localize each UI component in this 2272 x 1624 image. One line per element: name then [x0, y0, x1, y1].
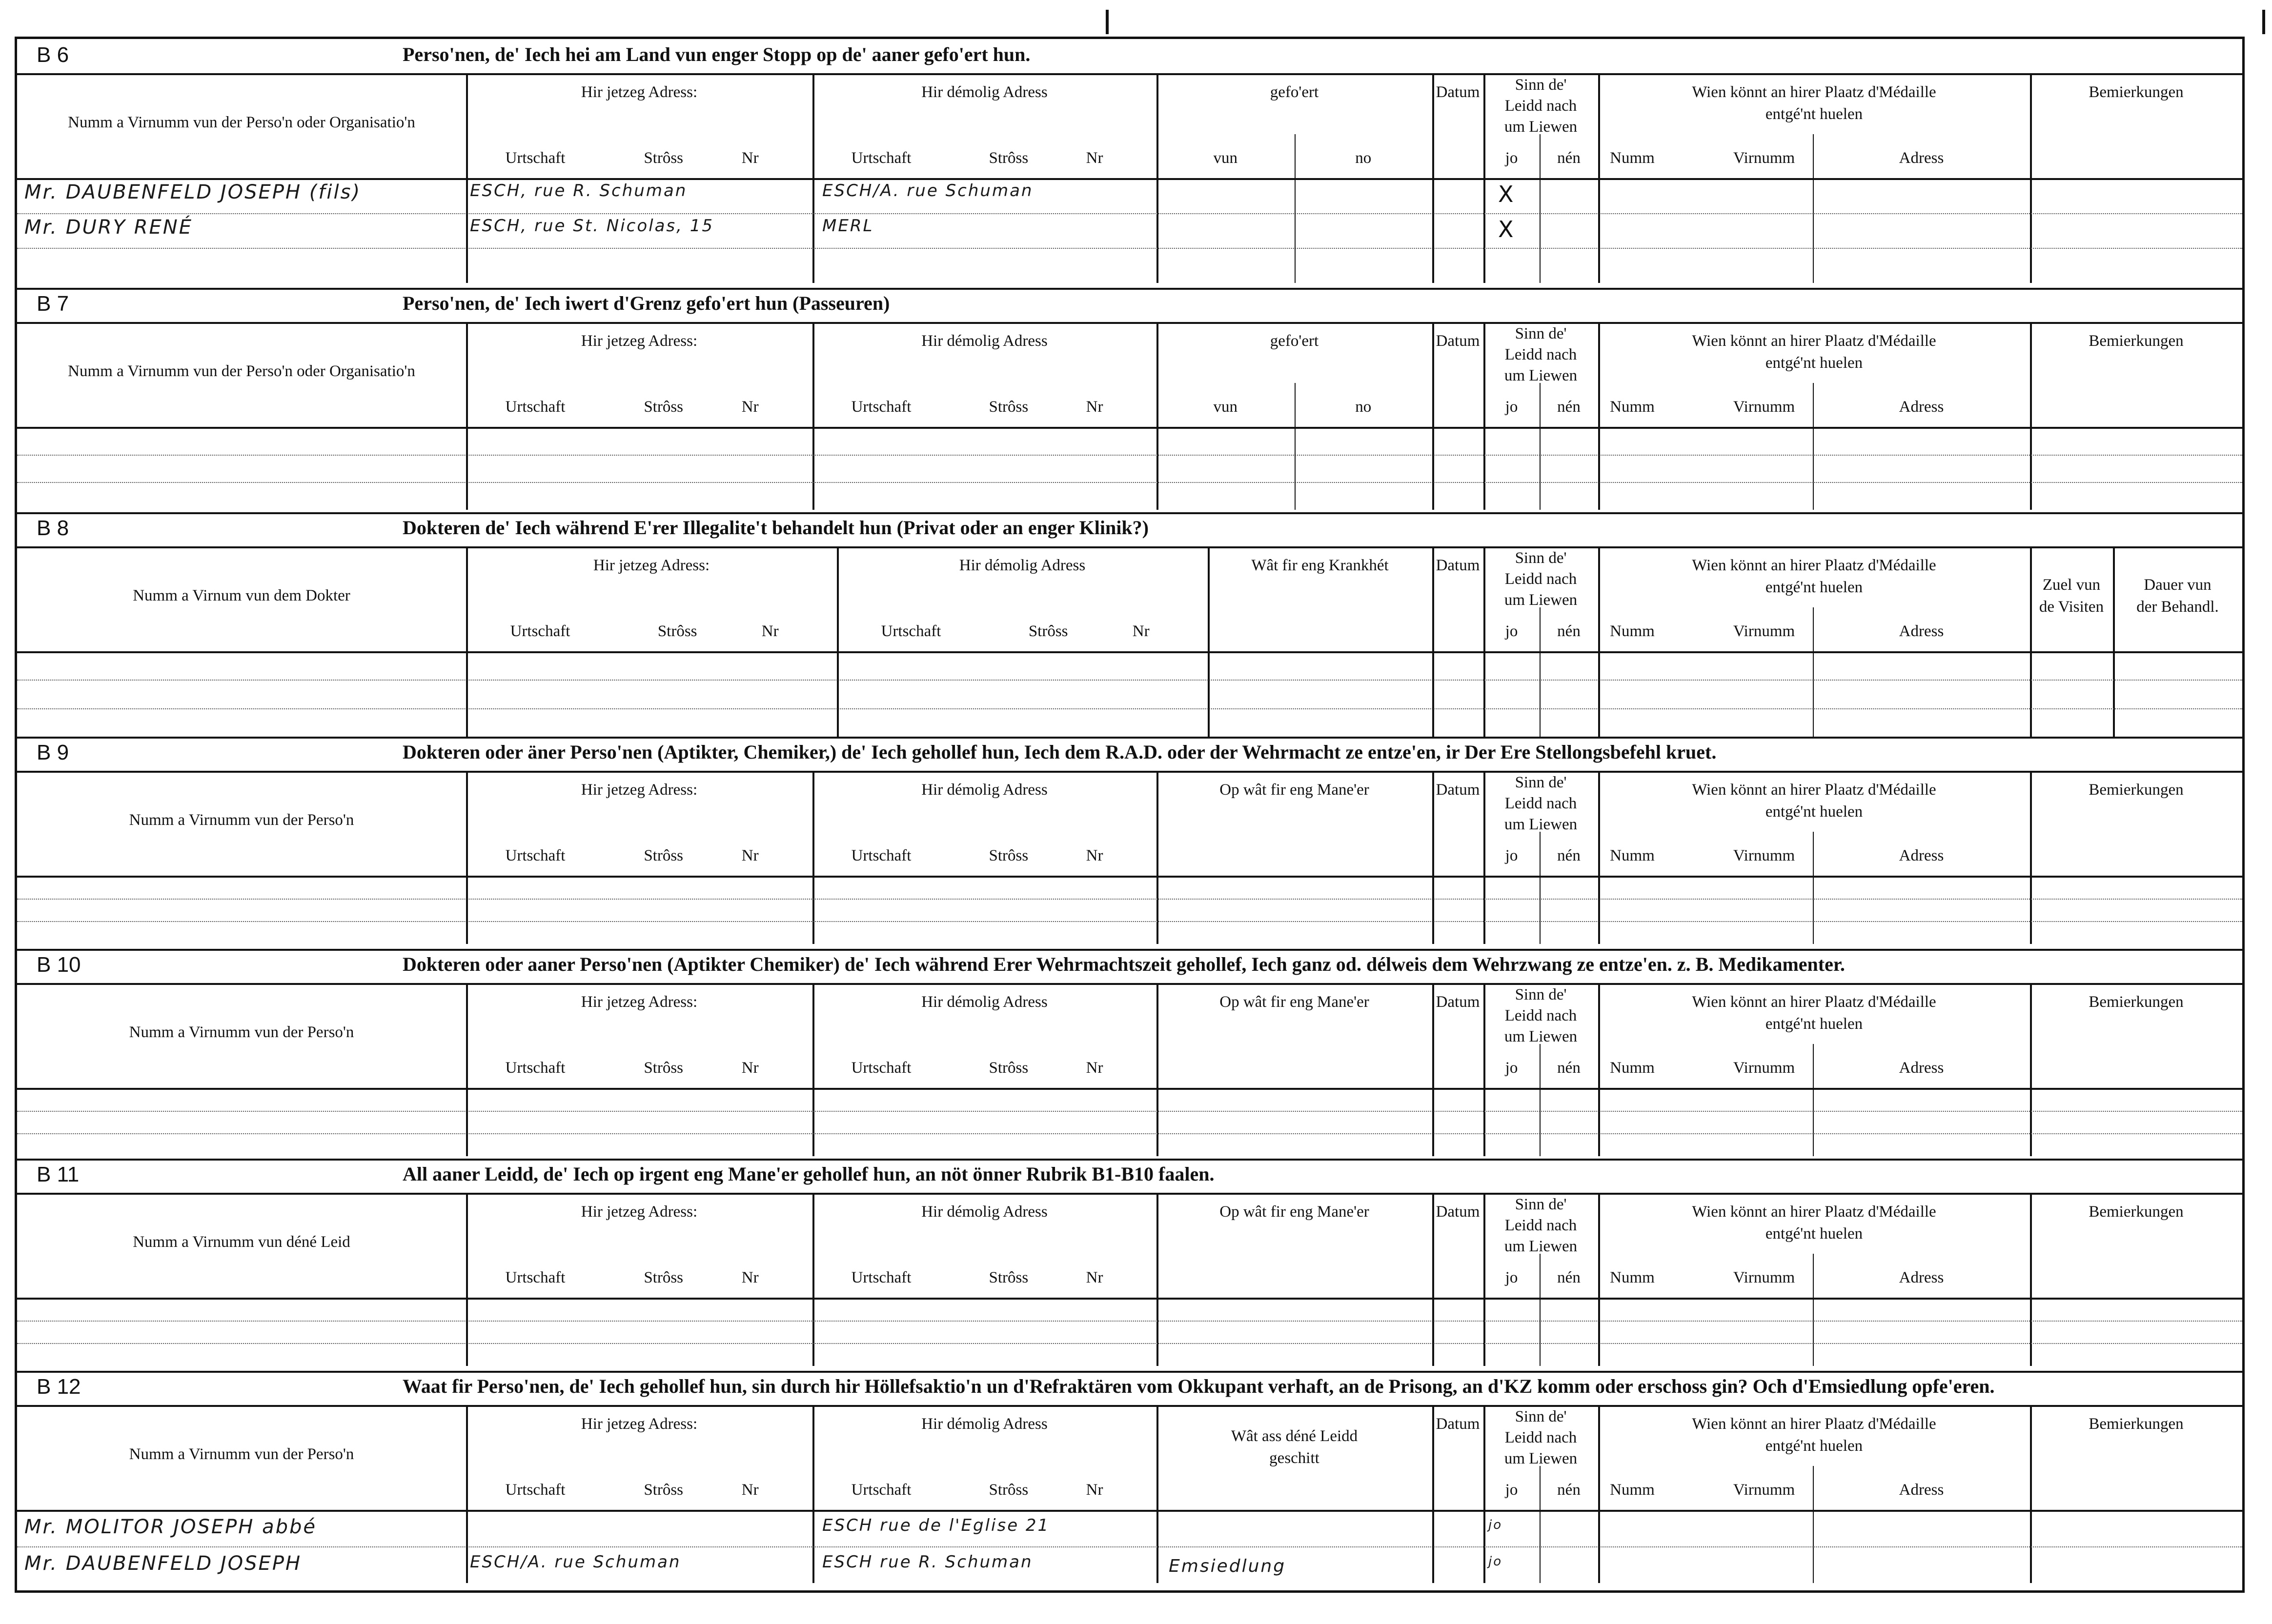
- column-header-former-address: Hir démolig Adress: [921, 993, 1048, 1011]
- column-header-name: Numm a Virnumm vun der Perso'n oder Organisatio'n: [68, 362, 415, 380]
- column-header-medal: Wien könnt an hirer Plaatz d'Médaille: [1692, 83, 1936, 101]
- column-header-from: vun: [1213, 149, 1237, 167]
- column-header-town: Urtschaft: [510, 622, 570, 640]
- column-header-meaning: um Liewen: [1504, 591, 1578, 609]
- column-header-town: Urtschaft: [505, 1059, 566, 1077]
- column-header-former-address: Hir démolig Adress: [921, 1203, 1048, 1221]
- column-header-current-address: Hir jetzeg Adress:: [581, 1203, 698, 1221]
- column-header-to: no: [1355, 149, 1372, 167]
- column-header-town: Urtschaft: [505, 1481, 566, 1499]
- column-header-meaning: Leidd nach: [1504, 795, 1577, 812]
- column-header-medal: Wien könnt an hirer Plaatz d'Médaille: [1692, 557, 1936, 574]
- section-code: B 8: [37, 516, 69, 540]
- header-bottom-rule: [17, 1298, 2242, 1300]
- column-header-remarks: Bemierkungen: [2089, 993, 2184, 1011]
- column-header-address: Adress: [1899, 1481, 1944, 1499]
- column-header-address: Adress: [1899, 622, 1944, 640]
- column-divider: [1156, 73, 1158, 283]
- column-header-remarks: Bemierkungen: [2089, 1203, 2184, 1221]
- column-header-town: Urtschaft: [505, 398, 566, 416]
- section-title: All aaner Leidd, de' Iech op irgent eng Mane'er gehollef hun, an nöt önner Rubrik B1-B10 faalen.: [403, 1163, 1215, 1185]
- column-header-number: Nr: [1086, 1268, 1103, 1286]
- header-bottom-rule: [17, 1510, 2242, 1512]
- column-header-former-address: Hir démolig Adress: [959, 557, 1086, 574]
- column-header-street: Strôss: [989, 1481, 1029, 1499]
- section-code: B 7: [37, 292, 69, 316]
- column-header-yes: jo: [1505, 846, 1518, 864]
- column-header-yes: jo: [1505, 149, 1518, 167]
- column-header-address: Adress: [1899, 398, 1944, 416]
- column-header-name: Numm a Virnumm vun déné Leid: [133, 1233, 350, 1251]
- column-header-manner: Op wât fir eng Mane'er: [1219, 781, 1369, 799]
- column-header-number: Nr: [741, 1059, 759, 1077]
- column-header-no: nén: [1557, 1481, 1581, 1499]
- entry-current-address: ESCH/A. rue Schuman: [470, 1552, 681, 1572]
- column-header-meaning: Leidd nach: [1504, 570, 1577, 588]
- column-header-date: Datum: [1436, 993, 1480, 1011]
- column-header-yes: jo: [1505, 1268, 1518, 1286]
- column-header-meaning: Sinn de': [1515, 325, 1567, 342]
- column-header-medal: entgé'nt huelen: [1765, 105, 1863, 123]
- column-header-to: no: [1355, 398, 1372, 416]
- column-header-meaning: Leidd nach: [1504, 1217, 1577, 1234]
- section-code: B 10: [37, 953, 81, 977]
- column-header-meaning: Leidd nach: [1504, 1007, 1577, 1024]
- column-header-number: Nr: [1132, 622, 1150, 640]
- column-header-town: Urtschaft: [881, 622, 941, 640]
- column-header-date: Datum: [1436, 1415, 1480, 1433]
- column-header-remarks: Bemierkungen: [2089, 781, 2184, 799]
- column-header-number: Nr: [1086, 1059, 1103, 1077]
- header-bottom-rule: [17, 1088, 2242, 1090]
- column-header-medal: Wien könnt an hirer Plaatz d'Médaille: [1692, 781, 1936, 799]
- row-guide: [17, 1321, 2242, 1322]
- column-header-town: Urtschaft: [851, 1268, 912, 1286]
- column-header-last-name: Virnumm: [1733, 149, 1795, 167]
- column-header-meaning: Sinn de': [1515, 549, 1567, 567]
- column-divider: [2030, 73, 2032, 283]
- entry-yes-mark: X: [1498, 181, 1514, 207]
- column-header-visits: Zuel vun: [2042, 576, 2101, 594]
- column-header-meaning: Sinn de': [1515, 76, 1567, 94]
- column-header-street: Strôss: [989, 1268, 1029, 1286]
- column-header-number: Nr: [741, 846, 759, 864]
- column-header-duration: Dauer vun: [2144, 576, 2211, 594]
- column-header-town: Urtschaft: [851, 398, 912, 416]
- section-title-rule: [17, 1193, 2242, 1195]
- column-header-meaning: Leidd nach: [1504, 346, 1577, 363]
- entry-former-address: ESCH rue R. Schuman: [822, 1552, 1033, 1572]
- column-header-yes: jo: [1505, 1059, 1518, 1077]
- column-header-medal: Wien könnt an hirer Plaatz d'Médaille: [1692, 1203, 1936, 1221]
- column-header-number: Nr: [1086, 1481, 1103, 1499]
- column-header-street: Strôss: [1028, 622, 1068, 640]
- column-header-former-address: Hir démolig Adress: [921, 83, 1048, 101]
- column-header-street: Strôss: [989, 149, 1029, 167]
- registration-form: [15, 37, 2245, 1593]
- column-header-town: Urtschaft: [505, 846, 566, 864]
- column-header-remarks: Bemierkungen: [2089, 83, 2184, 101]
- section-code: B 9: [37, 741, 69, 764]
- column-header-town: Urtschaft: [851, 1481, 912, 1499]
- column-header-no: nén: [1557, 846, 1581, 864]
- column-header-from: vun: [1213, 398, 1237, 416]
- column-divider: [1432, 73, 1434, 283]
- header-bottom-rule: [17, 427, 2242, 429]
- column-header-what-happened-2: geschitt: [1269, 1449, 1319, 1467]
- header-bottom-rule: [17, 651, 2242, 653]
- column-header-first-name: Numm: [1610, 149, 1655, 167]
- column-divider: [812, 73, 814, 283]
- column-header-town: Urtschaft: [851, 846, 912, 864]
- section-title: Perso'nen, de' Iech hei am Land vun enger Stopp op de' aaner gefo'ert hun.: [403, 43, 1031, 65]
- row-guide: [17, 248, 2242, 249]
- column-header-what-happened: Wât ass déné Leidd: [1231, 1427, 1358, 1445]
- column-header-meaning: um Liewen: [1504, 816, 1578, 833]
- section-top-rule: [17, 1159, 2242, 1161]
- column-header-number: Nr: [741, 1268, 759, 1286]
- page-edge-mark: [2262, 10, 2265, 34]
- column-header-current-address: Hir jetzeg Adress:: [581, 83, 698, 101]
- column-header-medal: entgé'nt huelen: [1765, 1015, 1863, 1033]
- section-title: Waat fir Perso'nen, de' Iech gehollef hun, sin durch hir Höllefsaktio'n un d'Refraktären vom Okkupant verhaft, an de Prisong, an d'KZ komm oder erschoss gin? Och d'Emsiedlung opfe'eren.: [403, 1375, 1995, 1397]
- column-header-date: Datum: [1436, 332, 1480, 350]
- header-bottom-rule: [17, 876, 2242, 878]
- column-header-manner: Op wât fir eng Mane'er: [1219, 993, 1369, 1011]
- section-top-rule: [17, 512, 2242, 514]
- row-guide: [17, 680, 2242, 681]
- column-header-address: Adress: [1899, 846, 1944, 864]
- column-header-meaning: Leidd nach: [1504, 97, 1577, 115]
- column-header-first-name: Numm: [1610, 846, 1655, 864]
- column-header-address: Adress: [1899, 149, 1944, 167]
- column-header-yes: jo: [1505, 622, 1518, 640]
- column-header-name: Numm a Virnumm vun der Perso'n: [129, 1023, 354, 1041]
- entry-yes-mark: jo: [1488, 1554, 1503, 1569]
- column-header-street: Strôss: [644, 846, 684, 864]
- row-guide: [17, 1546, 2242, 1547]
- column-header-first-name: Numm: [1610, 1481, 1655, 1499]
- column-header-meaning: Sinn de': [1515, 986, 1567, 1003]
- column-header-street: Strôss: [644, 1268, 684, 1286]
- column-header-visits: de Visiten: [2039, 598, 2104, 616]
- column-header-current-address: Hir jetzeg Adress:: [581, 993, 698, 1011]
- column-header-yes: jo: [1505, 1481, 1518, 1499]
- section-top-rule: [17, 1371, 2242, 1373]
- column-header-street: Strôss: [657, 622, 697, 640]
- column-header-town: Urtschaft: [505, 1268, 566, 1286]
- column-header-address: Adress: [1899, 1059, 1944, 1077]
- column-header-town: Urtschaft: [505, 149, 566, 167]
- row-guide: [17, 455, 2242, 456]
- entry-name: Mr. DAUBENFELD JOSEPH: [24, 1552, 302, 1575]
- column-header-address: Adress: [1899, 1268, 1944, 1286]
- column-header-number: Nr: [761, 622, 779, 640]
- entry-name: Mr. DURY RENÉ: [24, 216, 193, 239]
- section-code: B 12: [37, 1375, 81, 1399]
- column-header-last-name: Virnumm: [1733, 1481, 1795, 1499]
- column-divider: [466, 73, 468, 283]
- column-header-meaning: um Liewen: [1504, 1238, 1578, 1255]
- column-header-last-name: Virnumm: [1733, 1268, 1795, 1286]
- column-header-medal: entgé'nt huelen: [1765, 803, 1863, 821]
- section-title: Dokteren oder äner Perso'nen (Aptikter, Chemiker,) de' Iech gehollef hun, Iech dem R.A.D. oder der Wehrmacht ze entze'en, ir Der Ere Stellongsbefehl kruet.: [403, 741, 1717, 763]
- column-header-medal: Wien könnt an hirer Plaatz d'Médaille: [1692, 1415, 1936, 1433]
- column-header-remarks: Bemierkungen: [2089, 332, 2184, 350]
- column-header-date: Datum: [1436, 83, 1480, 101]
- section-title: Dokteren oder aaner Perso'nen (Aptikter Chemiker) de' Iech während Erer Wehrmachtszeit gehollef, Iech ganz od. délweis dem Wehrzwang ze entze'en. z. B. Medikamenter.: [403, 953, 1845, 975]
- section-title-rule: [17, 983, 2242, 985]
- column-header-former-address: Hir démolig Adress: [921, 781, 1048, 799]
- header-bottom-rule: [17, 178, 2242, 180]
- column-header-street: Strôss: [989, 1059, 1029, 1077]
- column-header-medal: entgé'nt huelen: [1765, 1225, 1863, 1243]
- column-header-no: nén: [1557, 149, 1581, 167]
- section-top-rule: [17, 288, 2242, 290]
- column-header-town: Urtschaft: [851, 149, 912, 167]
- column-header-current-address: Hir jetzeg Adress:: [581, 332, 698, 350]
- column-header-meaning: um Liewen: [1504, 118, 1578, 136]
- column-header-first-name: Numm: [1610, 398, 1655, 416]
- column-header-name: Numm a Virnumm vun der Perso'n oder Organisatio'n: [68, 113, 415, 131]
- row-guide: [17, 1111, 2242, 1112]
- section-title: Perso'nen, de' Iech iwert d'Grenz gefo'ert hun (Passeuren): [403, 292, 890, 314]
- column-header-manner: Wât fir eng Krankhét: [1251, 557, 1389, 574]
- column-header-number: Nr: [1086, 398, 1103, 416]
- column-header-name: Numm a Virnumm vun der Perso'n: [129, 1445, 354, 1463]
- column-header-no: nén: [1557, 1268, 1581, 1286]
- row-guide: [17, 899, 2242, 900]
- column-header-number: Nr: [741, 1481, 759, 1499]
- column-header-number: Nr: [1086, 149, 1103, 167]
- row-guide: [17, 1133, 2242, 1134]
- column-header-medal: entgé'nt huelen: [1765, 354, 1863, 372]
- entry-what-happened: Emsiedlung: [1169, 1556, 1286, 1576]
- column-header-street: Strôss: [644, 1481, 684, 1499]
- section-title-rule: [17, 73, 2242, 75]
- column-header-meaning: Sinn de': [1515, 774, 1567, 791]
- column-header-no: nén: [1557, 622, 1581, 640]
- section-top-rule: [17, 737, 2242, 739]
- column-header-no: nén: [1557, 398, 1581, 416]
- section-title-rule: [17, 771, 2242, 773]
- row-guide: [17, 482, 2242, 483]
- column-header-number: Nr: [1086, 846, 1103, 864]
- column-header-last-name: Virnumm: [1733, 398, 1795, 416]
- row-guide: [17, 1343, 2242, 1344]
- column-header-no: nén: [1557, 1059, 1581, 1077]
- column-header-duration: der Behandl.: [2136, 598, 2219, 616]
- section-title-rule: [17, 546, 2242, 548]
- row-guide: [17, 708, 2242, 709]
- section-title-rule: [17, 322, 2242, 324]
- column-header-last-name: Virnumm: [1733, 846, 1795, 864]
- column-header-current-address: Hir jetzeg Adress:: [581, 1415, 698, 1433]
- column-header-town: Urtschaft: [851, 1059, 912, 1077]
- column-header-medal: Wien könnt an hirer Plaatz d'Médaille: [1692, 332, 1936, 350]
- column-header-first-name: Numm: [1610, 1059, 1655, 1077]
- section-code: B 11: [37, 1163, 80, 1186]
- column-header-street: Strôss: [644, 1059, 684, 1077]
- column-header-last-name: Virnumm: [1733, 622, 1795, 640]
- section-title: Dokteren de' Iech während E'rer Illegalite't behandelt hun (Privat oder an enger Klinik?): [403, 517, 1149, 539]
- section-code: B 6: [37, 43, 69, 67]
- entry-current-address: ESCH, rue R. Schuman: [470, 181, 688, 200]
- column-header-medal: entgé'nt huelen: [1765, 1437, 1863, 1455]
- column-header-led: gefo'ert: [1270, 83, 1319, 101]
- column-header-former-address: Hir démolig Adress: [921, 332, 1048, 350]
- entry-former-address: ESCH rue de l'Eglise 21: [822, 1516, 1050, 1535]
- page-edge-mark: [1106, 10, 1109, 34]
- entry-current-address: ESCH, rue St. Nicolas, 15: [470, 216, 714, 236]
- column-header-meaning: um Liewen: [1504, 367, 1578, 384]
- column-header-medal: entgé'nt huelen: [1765, 579, 1863, 596]
- section-top-rule: [17, 949, 2242, 951]
- entry-name: Mr. MOLITOR JOSEPH abbé: [24, 1516, 317, 1538]
- column-header-meaning: Sinn de': [1515, 1196, 1567, 1213]
- column-header-street: Strôss: [989, 846, 1029, 864]
- column-header-name: Numm a Virnumm vun der Perso'n: [129, 811, 354, 829]
- entry-name: Mr. DAUBENFELD JOSEPH (fils): [24, 181, 362, 203]
- column-header-meaning: Sinn de': [1515, 1408, 1567, 1425]
- column-header-date: Datum: [1436, 781, 1480, 799]
- column-header-manner: Op wât fir eng Mane'er: [1219, 1203, 1369, 1221]
- column-header-name: Numm a Virnum vun dem Dokter: [133, 586, 350, 604]
- column-header-number: Nr: [741, 398, 759, 416]
- column-header-current-address: Hir jetzeg Adress:: [593, 557, 710, 574]
- row-guide: [17, 921, 2242, 922]
- column-header-last-name: Virnumm: [1733, 1059, 1795, 1077]
- column-header-first-name: Numm: [1610, 622, 1655, 640]
- section-title-rule: [17, 1405, 2242, 1407]
- column-header-date: Datum: [1436, 557, 1480, 574]
- column-header-date: Datum: [1436, 1203, 1480, 1221]
- column-header-medal: Wien könnt an hirer Plaatz d'Médaille: [1692, 993, 1936, 1011]
- entry-former-address: ESCH/A. rue Schuman: [822, 181, 1034, 200]
- entry-former-address: MERL: [822, 216, 874, 236]
- column-header-remarks: Bemierkungen: [2089, 1415, 2184, 1433]
- column-header-current-address: Hir jetzeg Adress:: [581, 781, 698, 799]
- entry-yes-mark: jo: [1488, 1518, 1503, 1532]
- entry-yes-mark: X: [1498, 216, 1514, 242]
- column-header-meaning: Leidd nach: [1504, 1429, 1577, 1446]
- row-guide: [17, 213, 2242, 214]
- column-header-first-name: Numm: [1610, 1268, 1655, 1286]
- column-header-led: gefo'ert: [1270, 332, 1319, 350]
- column-header-street: Strôss: [644, 149, 684, 167]
- column-header-former-address: Hir démolig Adress: [921, 1415, 1048, 1433]
- column-header-street: Strôss: [989, 398, 1029, 416]
- column-header-number: Nr: [741, 149, 759, 167]
- column-header-street: Strôss: [644, 398, 684, 416]
- column-header-yes: jo: [1505, 398, 1518, 416]
- column-header-meaning: um Liewen: [1504, 1450, 1578, 1467]
- column-header-meaning: um Liewen: [1504, 1028, 1578, 1045]
